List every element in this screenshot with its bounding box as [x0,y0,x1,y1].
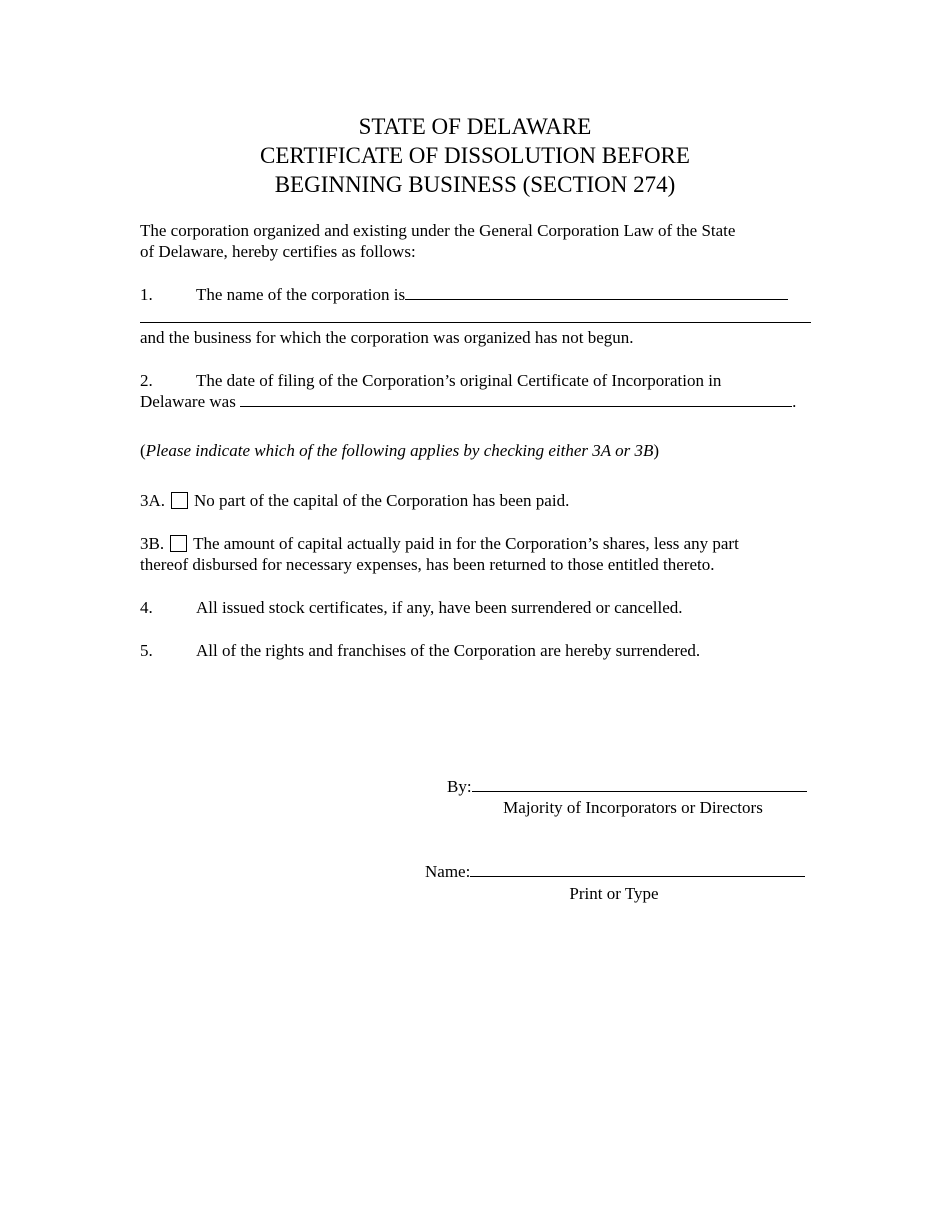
item-1-text: The name of the corporation is [196,285,406,304]
incorporation-date-field[interactable] [240,391,792,407]
item-5 [140,640,812,661]
item-4-text: All issued stock certificates, if any, have been surrendered or cancelled. [196,598,683,617]
name-caption: Print or Type [569,884,659,903]
item-2-line-2 [140,391,812,412]
item-3a-text: No part of the capital of the Corporation has been paid. [194,491,570,510]
instruction-close-paren: ) [653,441,660,460]
item-4 [140,597,812,618]
item-5-text: All of the rights and franchises of the Corporation are hereby surrendered. [196,641,701,660]
checkbox-instruction [140,440,812,461]
item-3b-label: 3B. [140,534,165,553]
signature-line[interactable] [472,776,807,792]
corporation-name-field[interactable] [405,284,788,300]
item-1 [140,284,812,305]
printed-name-line[interactable] [470,861,805,877]
item-3a [140,490,812,511]
item-2-prefix: Delaware was [140,392,236,411]
title-certificate: CERTIFICATE OF DISSOLUTION BEFORE [260,143,690,168]
checkbox-3b[interactable] [170,535,187,552]
item-4-number: 4. [140,598,153,617]
item-2-text: The date of filing of the Corporation’s original Certificate of Incorporation in [196,371,722,390]
item-5-number: 5. [140,641,153,660]
item-2-line-1 [140,370,812,391]
by-label: By: [447,777,472,796]
instruction-text: Please indicate which of the following applies by checking either 3A or 3B [145,441,654,460]
intro-line-1: The corporation organized and existing under the General Corporation Law of the State [140,221,736,240]
signature-caption: Majority of Incorporators or Directors [503,798,763,817]
title-state: STATE OF DELAWARE [358,114,592,139]
title-section: BEGINNING BUSINESS (SECTION 274) [274,172,676,197]
item-3a-label: 3A. [140,491,166,510]
signature-name [425,861,805,882]
item-3b-text-line-2: thereof disbursed for necessary expenses, has been returned to those entitled thereto. [140,555,715,574]
corporation-name-continuation-line[interactable] [140,322,811,323]
item-1-continuation: and the business for which the corporation was organized has not begun. [140,328,634,347]
intro-line-2: of Delaware, hereby certifies as follows: [140,242,416,261]
name-label: Name: [425,862,471,881]
item-3b-text-line-1: The amount of capital actually paid in for the Corporation’s shares, less any part [193,534,739,553]
checkbox-3a[interactable] [171,492,188,509]
item-3b [140,533,812,554]
signature-by [447,776,807,797]
item-2-suffix: . [792,392,797,411]
instruction-open-paren: ( [140,441,146,460]
item-1-number: 1. [140,285,153,304]
item-2-number: 2. [140,371,153,390]
